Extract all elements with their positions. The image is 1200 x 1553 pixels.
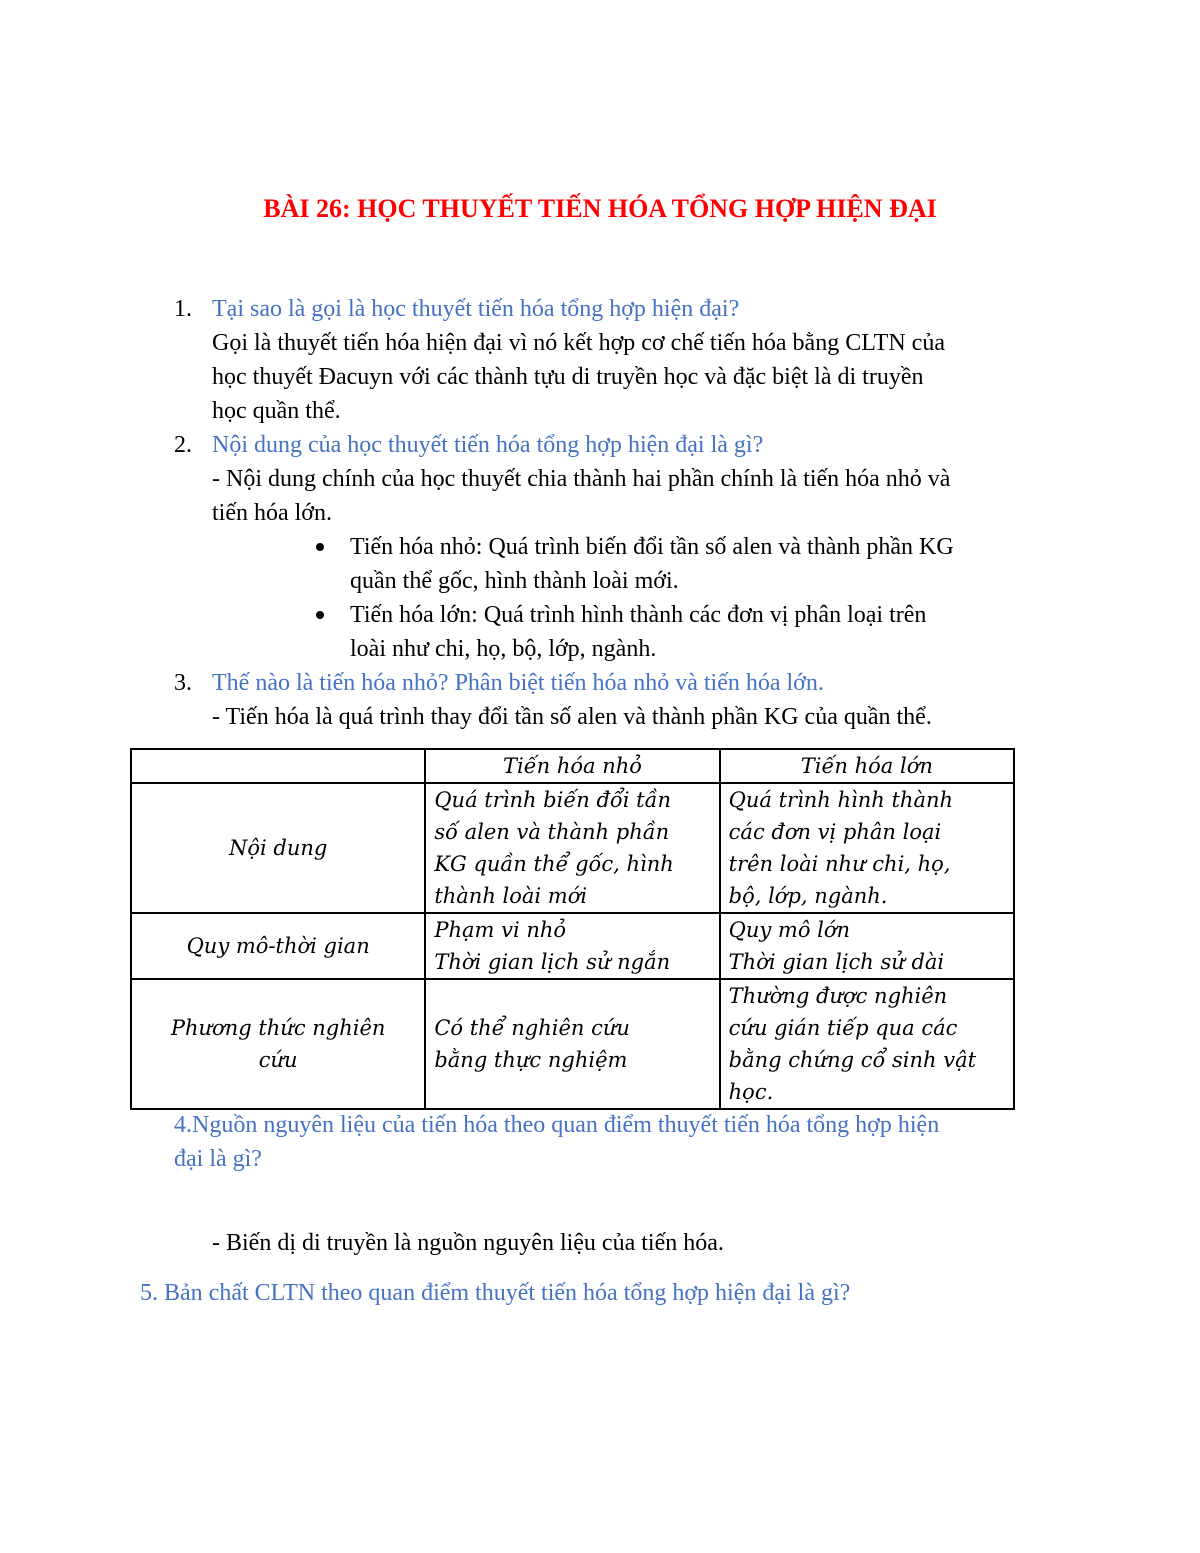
- table-row-label: Quy mô-thời gian: [131, 913, 425, 979]
- cell-line: Phương thức nghiên: [170, 1016, 386, 1040]
- bullet-icon: [316, 611, 324, 619]
- cell-line: Thường được nghiên: [728, 984, 948, 1008]
- table-row: [131, 913, 1014, 979]
- q3-question: Thế nào là tiến hóa nhỏ? Phân biệt tiến hóa nhỏ và tiến hóa lớn.: [212, 670, 824, 696]
- q2-bullet-2-line-1: Tiến hóa lớn: Quá trình hình thành các đơn vị phân loại trên: [350, 602, 927, 628]
- table-cell: [720, 783, 1014, 913]
- cell-line: Thời gian lịch sử dài: [728, 950, 945, 974]
- q3-number: 3.: [174, 670, 192, 696]
- q2-bullet-1-line-1: Tiến hóa nhỏ: Quá trình biến đổi tần số alen và thành phần KG: [350, 534, 954, 560]
- q1-answer-line-1: Gọi là thuyết tiến hóa hiện đại vì nó kết hợp cơ chế tiến hóa bằng CLTN của: [212, 330, 945, 356]
- table-header-cell: [131, 749, 425, 783]
- q2-answer-line-2: tiến hóa lớn.: [212, 500, 332, 526]
- comparison-table: [130, 748, 1015, 1110]
- q2-answer-line-1: - Nội dung chính của học thuyết chia thành hai phần chính là tiến hóa nhỏ và: [212, 466, 951, 492]
- cell-line: Quá trình hình thành: [728, 788, 954, 812]
- q4-question-line-2: đại là gì?: [174, 1146, 262, 1172]
- q4-answer: - Biến dị di truyền là nguồn nguyên liệu của tiến hóa.: [212, 1230, 724, 1256]
- cell-line: học.: [728, 1080, 774, 1104]
- q1-question: Tại sao là gọi là học thuyết tiến hóa tổng hợp hiện đại?: [212, 296, 740, 322]
- cell-line: bộ, lớp, ngành.: [728, 884, 888, 908]
- cell-line: Thời gian lịch sử ngắn: [434, 950, 671, 974]
- table-row: [131, 783, 1014, 913]
- table-cell: [425, 913, 719, 979]
- q1-answer-line-2: học thuyết Đacuyn với các thành tựu di truyền học và đặc biệt là di truyền: [212, 364, 924, 390]
- table-header-row: [131, 749, 1014, 783]
- table-header-cell: Tiến hóa nhỏ: [425, 749, 719, 783]
- table-cell: [425, 783, 719, 913]
- q1-number: 1.: [174, 296, 192, 322]
- cell-line: thành loài mới: [434, 884, 588, 908]
- table-row-label: [131, 979, 425, 1109]
- table-cell: [720, 913, 1014, 979]
- cell-line: Có thể nghiên cứu: [434, 1016, 630, 1040]
- table-row-label: Nội dung: [131, 783, 425, 913]
- q1-answer-line-3: học quần thể.: [212, 398, 341, 424]
- cell-line: số alen và thành phần: [434, 820, 670, 844]
- table-cell: [720, 979, 1014, 1109]
- q3-answer: - Tiến hóa là quá trình thay đổi tần số alen và thành phần KG của quần thể.: [212, 704, 932, 730]
- table-cell: [425, 979, 719, 1109]
- cell-line: trên loài như chi, họ,: [728, 852, 951, 876]
- q2-bullet-1-line-2: quần thể gốc, hình thành loài mới.: [350, 568, 679, 594]
- cell-line: Quá trình biến đổi tần: [434, 788, 671, 812]
- q4-question-line-1: 4.Nguồn nguyên liệu của tiến hóa theo quan điểm thuyết tiến hóa tổng hợp hiện: [174, 1112, 940, 1138]
- q2-bullet-2-line-2: loài như chi, họ, bộ, lớp, ngành.: [350, 636, 657, 662]
- cell-line: cứu gián tiếp qua các: [728, 1016, 958, 1040]
- bullet-icon: [316, 543, 324, 551]
- q2-question: Nội dung của học thuyết tiến hóa tổng hợp hiện đại là gì?: [212, 432, 764, 458]
- cell-line: các đơn vị phân loại: [728, 820, 942, 844]
- cell-line: cứu: [258, 1048, 298, 1072]
- cell-line: KG quần thể gốc, hình: [434, 852, 674, 876]
- cell-line: bằng thực nghiệm: [434, 1048, 628, 1072]
- cell-line: bằng chứng cổ sinh vật: [728, 1048, 977, 1072]
- q5-question: 5. Bản chất CLTN theo quan điểm thuyết tiến hóa tổng hợp hiện đại là gì?: [140, 1280, 851, 1306]
- table-header-cell: Tiến hóa lớn: [720, 749, 1014, 783]
- page-title: BÀI 26: HỌC THUYẾT TIẾN HÓA TỔNG HỢP HIỆN ĐẠI: [263, 194, 937, 223]
- table-row: [131, 979, 1014, 1109]
- q2-number: 2.: [174, 432, 192, 458]
- cell-line: Quy mô lớn: [728, 918, 851, 942]
- cell-line: Phạm vi nhỏ: [434, 918, 567, 942]
